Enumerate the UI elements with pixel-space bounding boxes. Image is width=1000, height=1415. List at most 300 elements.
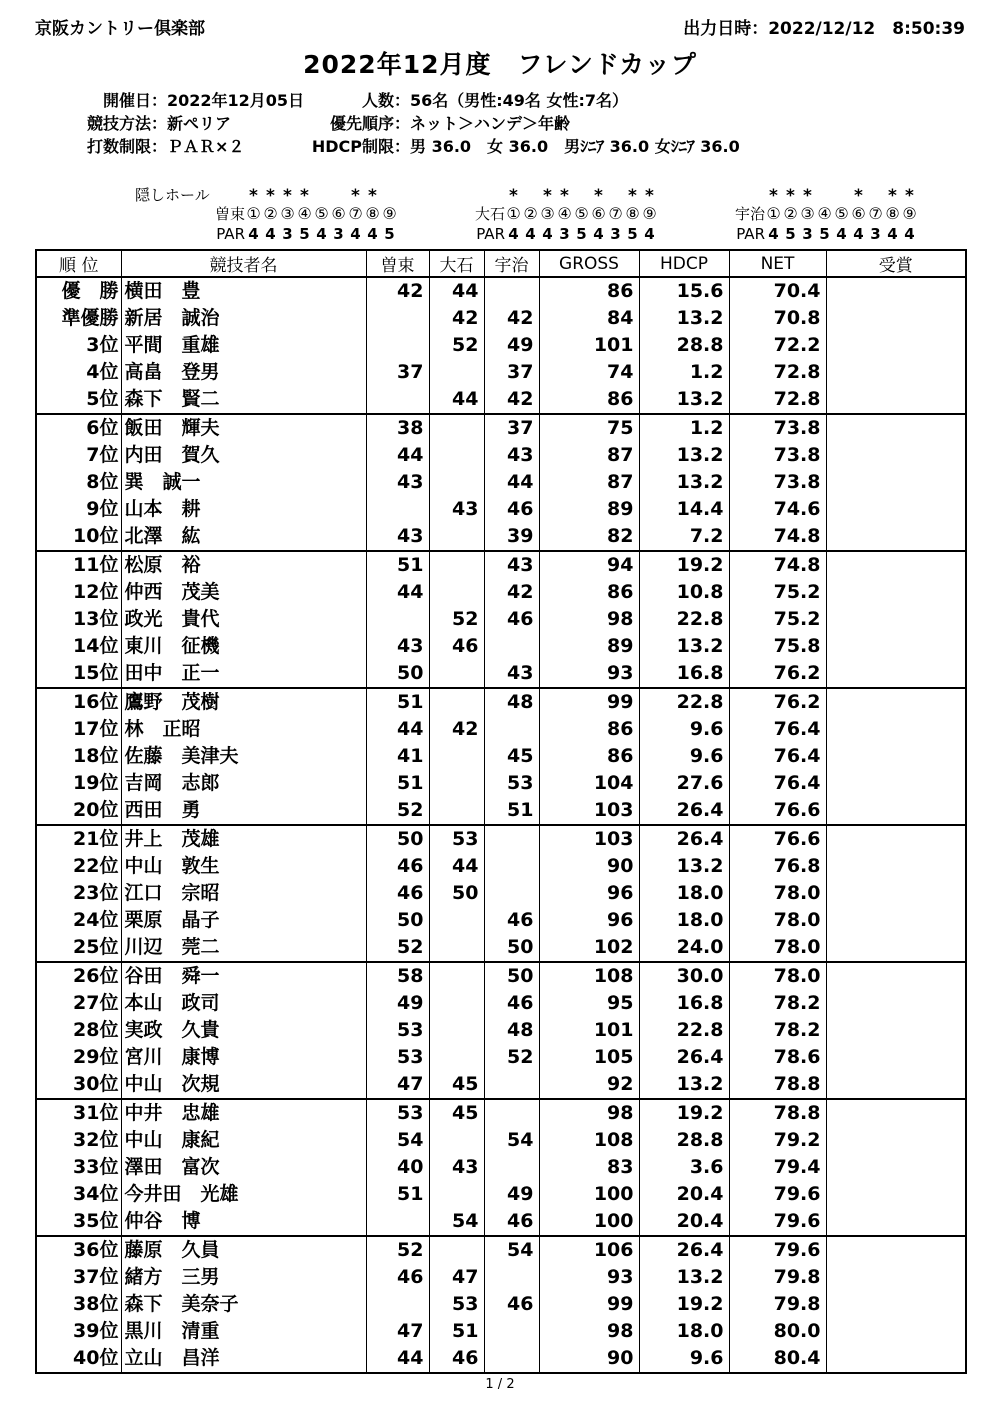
results-table [35, 249, 967, 1374]
course-pars-cell: 3 [802, 225, 813, 243]
cell-uji: 50 [484, 934, 539, 962]
table-row [36, 551, 966, 579]
cell-oishi [429, 414, 484, 442]
cell-uji [484, 277, 539, 305]
table-row [36, 633, 966, 660]
table-row [36, 934, 966, 962]
table-row [36, 825, 966, 853]
cell-gross: 89 [539, 633, 639, 660]
cell-uji: 46 [484, 1291, 539, 1318]
column-header: 競技者名 [121, 250, 366, 277]
course-stars-cell: * [266, 186, 275, 206]
cell-uji [484, 853, 539, 880]
info-label: 競技方法： [86, 114, 167, 133]
course-stars-cell [573, 187, 590, 203]
cell-sotsuka: 46 [366, 1264, 429, 1291]
cell-sotsuka [366, 1291, 429, 1318]
column-header: HDCP [639, 250, 729, 277]
cell-gross: 100 [539, 1181, 639, 1208]
cell-net: 76.8 [729, 853, 826, 880]
cell-hdcp: 18.0 [639, 907, 729, 934]
cell-uji: 53 [484, 770, 539, 797]
cell-uji: 46 [484, 907, 539, 934]
course-stars-cell: * [888, 186, 897, 206]
course-row-label: PAR [736, 225, 765, 243]
cell-sotsuka: 43 [366, 469, 429, 496]
cell-award [826, 1264, 966, 1291]
cell-uji: 49 [484, 332, 539, 359]
course-pars-cell: 4 [887, 225, 898, 243]
cell-sotsuka: 44 [366, 442, 429, 469]
cell-rank: 11位 [36, 551, 121, 579]
cell-hdcp: 28.8 [639, 1127, 729, 1154]
cell-award [826, 579, 966, 606]
cell-gross: 86 [539, 277, 639, 305]
cell-sotsuka: 54 [366, 1127, 429, 1154]
course-pars-cell: 4 [367, 225, 378, 243]
column-header: 順 位 [36, 250, 121, 277]
course-holes-cell: ① [506, 204, 521, 223]
table-row [36, 797, 966, 825]
column-header: 曽束 [366, 250, 429, 277]
cell-rank: 16位 [36, 688, 121, 716]
course-pars-row [190, 223, 398, 243]
cell-hdcp: 22.8 [639, 688, 729, 716]
cell-name: 巽 誠一 [121, 469, 366, 496]
cell-rank: 37位 [36, 1264, 121, 1291]
cell-uji: 42 [484, 305, 539, 332]
cell-name: 東川 征機 [121, 633, 366, 660]
cell-sotsuka: 37 [366, 359, 429, 386]
cell-sotsuka: 51 [366, 688, 429, 716]
cell-hdcp: 13.2 [639, 1264, 729, 1291]
column-header: 大石 [429, 250, 484, 277]
cell-name: 中山 次規 [121, 1071, 366, 1099]
info-label: 開催日： [102, 91, 167, 110]
table-row [36, 743, 966, 770]
course-pars-cell: 4 [525, 225, 536, 243]
cell-oishi [429, 1181, 484, 1208]
course-pars-cell: 4 [853, 225, 864, 243]
cell-oishi [429, 442, 484, 469]
cell-rank: 34位 [36, 1181, 121, 1208]
cell-award [826, 496, 966, 523]
cell-award [826, 606, 966, 633]
cell-hdcp: 19.2 [639, 551, 729, 579]
cell-net: 78.0 [729, 880, 826, 907]
cell-net: 79.8 [729, 1291, 826, 1318]
cell-oishi [429, 1236, 484, 1264]
cell-sotsuka: 53 [366, 1099, 429, 1127]
course-stars-cell [330, 187, 347, 203]
cell-net: 72.2 [729, 332, 826, 359]
cell-hdcp: 22.8 [639, 1017, 729, 1044]
column-header: 受賞 [826, 250, 966, 277]
cell-uji: 48 [484, 1017, 539, 1044]
cell-uji [484, 1099, 539, 1127]
cell-gross: 89 [539, 496, 639, 523]
course-stars-cell [833, 187, 850, 203]
cell-award [826, 277, 966, 305]
cell-net: 78.0 [729, 907, 826, 934]
cell-net: 80.0 [729, 1318, 826, 1345]
cell-gross: 83 [539, 1154, 639, 1181]
cell-oishi: 44 [429, 386, 484, 414]
cell-rank: 12位 [36, 579, 121, 606]
cell-award [826, 688, 966, 716]
cell-hdcp: 13.2 [639, 442, 729, 469]
cell-award [826, 934, 966, 962]
table-row [36, 660, 966, 688]
course-holes-cell: ⑧ [365, 204, 380, 223]
cell-rank: 29位 [36, 1044, 121, 1071]
info-method [35, 112, 231, 135]
cell-rank: 30位 [36, 1071, 121, 1099]
info-label: HDCP制限： [311, 137, 410, 156]
course-holes-cell: ② [783, 204, 798, 223]
cell-name: 中山 敦生 [121, 853, 366, 880]
cell-award [826, 1154, 966, 1181]
course-holes-cell: ⑨ [382, 204, 397, 223]
cell-uji: 44 [484, 469, 539, 496]
cell-gross: 98 [539, 1099, 639, 1127]
cell-net: 78.2 [729, 990, 826, 1017]
info-value: ネット＞ハンデ＞年齢 [410, 114, 571, 133]
cell-oishi [429, 660, 484, 688]
cell-uji: 51 [484, 797, 539, 825]
cell-sotsuka: 53 [366, 1044, 429, 1071]
table-row [36, 469, 966, 496]
cell-hdcp: 14.4 [639, 496, 729, 523]
tournament-info [0, 89, 1000, 161]
cell-hdcp: 3.6 [639, 1154, 729, 1181]
cell-uji: 42 [484, 386, 539, 414]
cell-gross: 86 [539, 579, 639, 606]
table-row [36, 1318, 966, 1345]
course-pars-cell: 3 [610, 225, 621, 243]
hidden-holes-label: 隠しホール [135, 186, 210, 204]
cell-name: 宮川 康博 [121, 1044, 366, 1071]
cell-gross: 98 [539, 1318, 639, 1345]
cell-sotsuka: 40 [366, 1154, 429, 1181]
course-holes-cell: ⑦ [348, 204, 363, 223]
cell-hdcp: 10.8 [639, 579, 729, 606]
course-pars-cell: 3 [870, 225, 881, 243]
cell-oishi: 45 [429, 1071, 484, 1099]
cell-gross: 103 [539, 797, 639, 825]
cell-gross: 99 [539, 688, 639, 716]
table-row [36, 1017, 966, 1044]
cell-award [826, 442, 966, 469]
course-stars-cell: * [594, 186, 603, 206]
cell-award [826, 797, 966, 825]
cell-sotsuka: 51 [366, 551, 429, 579]
course-pars-cell: 4 [904, 225, 915, 243]
course-holes-cell: ③ [540, 204, 555, 223]
course-stars-cell: * [905, 186, 914, 206]
cell-oishi: 54 [429, 1208, 484, 1236]
cell-award [826, 1017, 966, 1044]
cell-hdcp: 22.8 [639, 606, 729, 633]
course-stars-row [710, 183, 918, 206]
results-table-body [36, 277, 966, 1373]
cell-net: 75.8 [729, 633, 826, 660]
cell-net: 73.8 [729, 414, 826, 442]
cell-net: 78.6 [729, 1044, 826, 1071]
course-pars-cell: 5 [576, 225, 587, 243]
cell-uji: 52 [484, 1044, 539, 1071]
cell-gross: 108 [539, 962, 639, 990]
cell-oishi: 42 [429, 716, 484, 743]
cell-hdcp: 19.2 [639, 1099, 729, 1127]
cell-name: 横田 豊 [121, 277, 366, 305]
cell-oishi [429, 907, 484, 934]
course-block [190, 183, 398, 243]
cell-uji: 54 [484, 1127, 539, 1154]
cell-award [826, 1318, 966, 1345]
course-pars-cell: 4 [316, 225, 327, 243]
cell-rank: 21位 [36, 825, 121, 853]
cell-hdcp: 13.2 [639, 305, 729, 332]
cell-name: 中山 康紀 [121, 1127, 366, 1154]
course-holes-cell: ⑦ [608, 204, 623, 223]
cell-sotsuka: 50 [366, 907, 429, 934]
info-stroke-limit [35, 135, 244, 158]
cell-gross: 93 [539, 1264, 639, 1291]
course-holes-cell: ④ [817, 204, 832, 223]
course-pars-cell: 4 [768, 225, 779, 243]
cell-rank: 40位 [36, 1345, 121, 1373]
cell-rank: 33位 [36, 1154, 121, 1181]
cell-name: 実政 久貴 [121, 1017, 366, 1044]
cell-gross: 94 [539, 551, 639, 579]
cell-award [826, 990, 966, 1017]
course-pars-cell: 3 [282, 225, 293, 243]
cell-rank: 26位 [36, 962, 121, 990]
cell-name: 田中 正一 [121, 660, 366, 688]
cell-name: 飯田 輝夫 [121, 414, 366, 442]
course-pars-cell: 5 [819, 225, 830, 243]
cell-sotsuka: 51 [366, 770, 429, 797]
cell-sotsuka: 38 [366, 414, 429, 442]
cell-award [826, 716, 966, 743]
course-holes-cell: ⑤ [314, 204, 329, 223]
cell-rank: 22位 [36, 853, 121, 880]
cell-oishi: 52 [429, 606, 484, 633]
cell-net: 70.8 [729, 305, 826, 332]
cell-oishi [429, 1017, 484, 1044]
cell-rank: 23位 [36, 880, 121, 907]
cell-award [826, 743, 966, 770]
cell-net: 80.4 [729, 1345, 826, 1373]
cell-uji: 48 [484, 688, 539, 716]
cell-hdcp: 9.6 [639, 743, 729, 770]
cell-gross: 96 [539, 880, 639, 907]
cell-oishi: 43 [429, 496, 484, 523]
cell-award [826, 1291, 966, 1318]
cell-award [826, 1208, 966, 1236]
cell-hdcp: 26.4 [639, 797, 729, 825]
cell-hdcp: 9.6 [639, 716, 729, 743]
table-row [36, 496, 966, 523]
cell-award [826, 469, 966, 496]
table-row [36, 579, 966, 606]
cell-award [826, 1236, 966, 1264]
cell-net: 79.6 [729, 1236, 826, 1264]
cell-hdcp: 18.0 [639, 1318, 729, 1345]
cell-rank: 19位 [36, 770, 121, 797]
cell-uji: 46 [484, 496, 539, 523]
cell-sotsuka: 50 [366, 660, 429, 688]
cell-net: 79.8 [729, 1264, 826, 1291]
cell-net: 78.2 [729, 1017, 826, 1044]
course-pars-cell: 4 [350, 225, 361, 243]
course-pars-cell: 4 [248, 225, 259, 243]
course-row-label: 大石 [474, 205, 505, 223]
cell-hdcp: 13.2 [639, 1071, 729, 1099]
cell-oishi [429, 1044, 484, 1071]
cell-uji [484, 1071, 539, 1099]
cell-sotsuka: 46 [366, 880, 429, 907]
info-label: 優先順序： [329, 114, 410, 133]
cell-name: 栗原 晶子 [121, 907, 366, 934]
cell-gross: 93 [539, 660, 639, 688]
table-row [36, 1154, 966, 1181]
cell-uji: 37 [484, 414, 539, 442]
course-holes-cell: ④ [557, 204, 572, 223]
table-row [36, 1345, 966, 1373]
cell-net: 76.4 [729, 743, 826, 770]
cell-sotsuka: 42 [366, 277, 429, 305]
cell-net: 70.4 [729, 277, 826, 305]
cell-gross: 104 [539, 770, 639, 797]
cell-gross: 95 [539, 990, 639, 1017]
column-header: NET [729, 250, 826, 277]
cell-gross: 90 [539, 853, 639, 880]
cell-sotsuka: 52 [366, 934, 429, 962]
cell-sotsuka [366, 606, 429, 633]
cell-sotsuka: 41 [366, 743, 429, 770]
cell-oishi: 46 [429, 1345, 484, 1373]
cell-rank: 5位 [36, 386, 121, 414]
course-holes-cell: ⑤ [834, 204, 849, 223]
table-row [36, 880, 966, 907]
cell-oishi: 46 [429, 633, 484, 660]
cell-gross: 101 [539, 332, 639, 359]
course-stars-cell: * [300, 186, 309, 206]
course-stars-cell: * [509, 186, 518, 206]
info-value: 新ペリア [167, 114, 232, 133]
cell-gross: 99 [539, 1291, 639, 1318]
course-row-label: 曽束 [214, 205, 245, 223]
cell-award [826, 1127, 966, 1154]
course-stars-cell: * [351, 186, 360, 206]
cell-sotsuka: 44 [366, 716, 429, 743]
course-stars-cell: * [628, 186, 637, 206]
cell-uji [484, 1154, 539, 1181]
cell-oishi [429, 359, 484, 386]
info-value: 56名（男性:49名 女性:7名） [410, 91, 629, 110]
cell-oishi [429, 469, 484, 496]
cell-hdcp: 26.4 [639, 1236, 729, 1264]
cell-net: 78.8 [729, 1071, 826, 1099]
cell-hdcp: 7.2 [639, 523, 729, 551]
cell-name: 吉岡 志郎 [121, 770, 366, 797]
cell-net: 78.0 [729, 934, 826, 962]
cell-name: 川辺 莞二 [121, 934, 366, 962]
cell-name: 西田 勇 [121, 797, 366, 825]
cell-gross: 101 [539, 1017, 639, 1044]
course-pars-cell: 5 [785, 225, 796, 243]
cell-rank: 39位 [36, 1318, 121, 1345]
cell-award [826, 880, 966, 907]
cell-uji: 54 [484, 1236, 539, 1264]
cell-name: 鷹野 茂樹 [121, 688, 366, 716]
info-label: 打数制限： [86, 137, 167, 156]
course-stars-cell: * [645, 186, 654, 206]
course-stars-cell [381, 187, 398, 203]
cell-oishi [429, 1127, 484, 1154]
info-participants [292, 89, 628, 112]
table-row [36, 442, 966, 469]
cell-rank: 20位 [36, 797, 121, 825]
cell-oishi [429, 743, 484, 770]
cell-name: 立山 昌洋 [121, 1345, 366, 1373]
table-row [36, 332, 966, 359]
club-name: 京阪カントリー倶楽部 [35, 19, 205, 39]
course-holes-cell: ① [766, 204, 781, 223]
cell-sotsuka: 46 [366, 853, 429, 880]
cell-net: 76.4 [729, 770, 826, 797]
table-row [36, 606, 966, 633]
cell-hdcp: 13.2 [639, 386, 729, 414]
table-row [36, 770, 966, 797]
cell-sotsuka [366, 496, 429, 523]
cell-hdcp: 15.6 [639, 277, 729, 305]
cell-net: 79.2 [729, 1127, 826, 1154]
cell-award [826, 414, 966, 442]
cell-uji [484, 880, 539, 907]
course-stars-cell: * [283, 186, 292, 206]
course-holes-cell: ⑧ [885, 204, 900, 223]
cell-uji [484, 716, 539, 743]
table-row [36, 1181, 966, 1208]
cell-hdcp: 26.4 [639, 825, 729, 853]
cell-name: 井上 茂雄 [121, 825, 366, 853]
cell-name: 松原 裕 [121, 551, 366, 579]
course-stars-cell: * [769, 186, 778, 206]
table-row [36, 853, 966, 880]
cell-hdcp: 18.0 [639, 880, 729, 907]
course-holes-cell: ② [263, 204, 278, 223]
course-holes-cell: ③ [280, 204, 295, 223]
cell-net: 73.8 [729, 469, 826, 496]
cell-hdcp: 24.0 [639, 934, 729, 962]
course-pars-cell: 5 [299, 225, 310, 243]
cell-oishi [429, 962, 484, 990]
page-number: 1 / 2 [485, 1377, 515, 1392]
cell-rank: 36位 [36, 1236, 121, 1264]
course-stars-cell [522, 187, 539, 203]
cell-name: 黒川 清重 [121, 1318, 366, 1345]
cell-rank: 32位 [36, 1127, 121, 1154]
cell-name: 政光 貴代 [121, 606, 366, 633]
cell-uji: 42 [484, 579, 539, 606]
course-pars-row [710, 223, 918, 243]
cell-uji [484, 633, 539, 660]
cell-rank: 14位 [36, 633, 121, 660]
cell-oishi: 44 [429, 277, 484, 305]
